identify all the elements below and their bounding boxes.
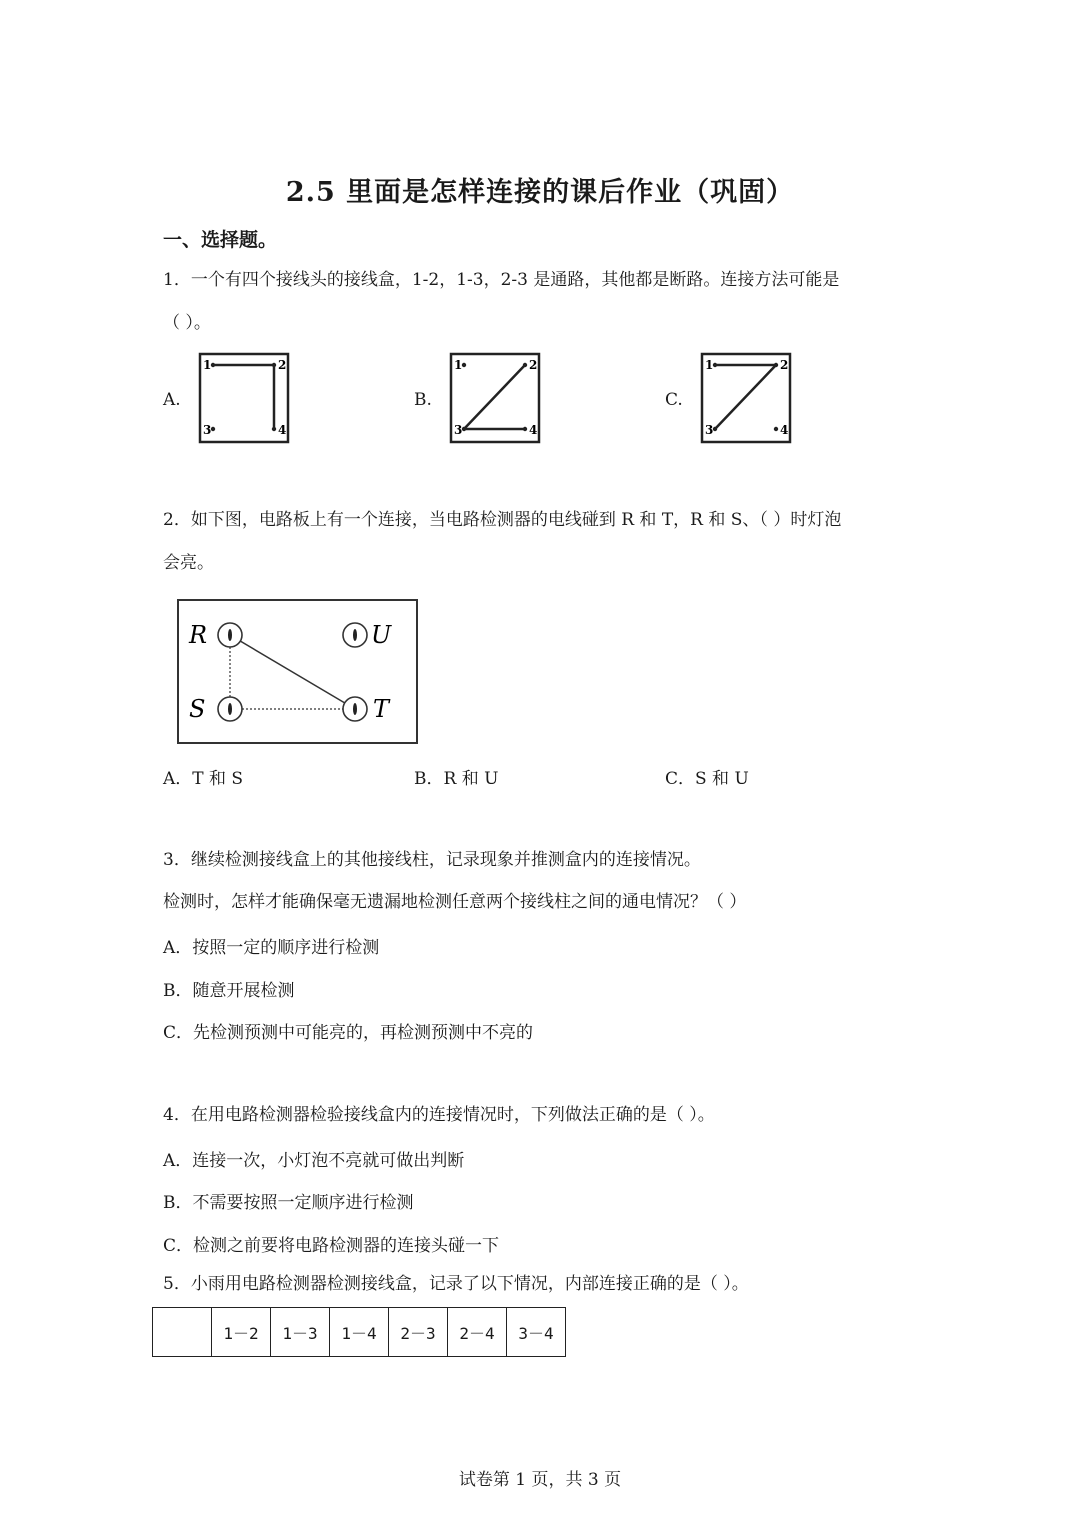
table-row [153,1308,566,1357]
section-heading: 一、选择题。 [163,229,278,251]
wire-r-t [230,635,355,709]
q1-option-b-label: B. [414,390,432,410]
q5-stem: 5．小雨用电路检测器检测接线盒，记录了以下情况，内部连接正确的是（ ）。 [163,1274,749,1294]
label-r: R [189,621,208,649]
table-header-cell: 1－4 [330,1308,389,1357]
page-title: 2.5 里面是怎样连接的课后作业（巩固） [285,177,795,208]
q4-stem: 4．在用电路检测器检验接线盒内的连接情况时，下列做法正确的是（ ）。 [163,1105,715,1125]
q3-option-a: A．按照一定的顺序进行检测 [163,938,380,958]
terminal-dot [211,427,215,431]
terminal-label: 2 [780,358,789,372]
q1-stem-line1: 1．一个有四个接线头的接线盒，1-2，1-3，2-3 是通路，其他都是断路。连接方法可能是 [163,270,840,290]
q3-stem-line2: 检测时，怎样才能确保毫无遗漏地检测任意两个接线柱之间的通电情况？（ ） [163,892,747,912]
q4-option-b: B．不需要按照一定顺序进行检测 [163,1193,414,1213]
terminal-label: 1 [705,358,714,372]
q2-option-b: B．R 和 U [414,769,499,789]
wire [464,365,525,429]
q2-option-c: C．S 和 U [665,769,749,789]
q2-circuit-board [175,597,421,747]
q1-option-c-label: C. [665,390,683,410]
terminal-label: 1 [203,358,212,372]
wire [715,365,776,429]
terminal-dot [462,363,466,367]
terminal-label: 2 [529,358,538,372]
q1-diagram-b [449,351,543,445]
q4-option-a: A．连接一次，小灯泡不亮就可做出判断 [163,1151,465,1171]
table-header-cell: 1－2 [212,1308,271,1357]
q3-option-c: C．先检测预测中可能亮的，再检测预测中不亮的 [163,1023,534,1043]
q1-option-a-label: A. [163,390,181,410]
table-header-cell: 2－3 [389,1308,448,1357]
terminal-label: 3 [705,423,714,437]
table-header-cell: 3－4 [507,1308,566,1357]
table-header-cell [153,1308,212,1357]
q3-stem-line1: 3．继续检测接线盒上的其他接线柱，记录现象并推测盒内的连接情况。 [163,850,701,870]
table-header-cell: 1－3 [271,1308,330,1357]
q5-record-table [152,1307,566,1357]
terminal-label: 4 [278,423,287,437]
terminal-label: 3 [203,423,212,437]
terminal-label: 4 [529,423,538,437]
terminal-label: 1 [454,358,463,372]
terminal-dot [774,427,778,431]
q1-diagram-c [700,351,794,445]
q2-stem-line2: 会亮。 [163,553,214,573]
terminal-label: 3 [454,423,463,437]
terminal-label: 2 [278,358,287,372]
q2-option-a: A．T 和 S [163,769,244,789]
table-header-cell: 2－4 [448,1308,507,1357]
label-t: T [373,695,390,723]
label-u: U [371,621,392,649]
terminal-label: 4 [780,423,789,437]
q1-stem-line2: （ ）。 [163,313,211,333]
q2-stem-line1: 2．如下图，电路板上有一个连接，当电路检测器的电线碰到 R 和 T，R 和 S、（ ）时灯泡 [163,510,842,530]
label-s: S [189,695,206,723]
q3-option-b: B．随意开展检测 [163,981,295,1001]
page-footer: 试卷第 1 页，共 3 页 [458,1470,622,1490]
q1-diagram-a [198,351,292,445]
q4-option-c: C．检测之前要将电路检测器的连接头碰一下 [163,1236,500,1256]
